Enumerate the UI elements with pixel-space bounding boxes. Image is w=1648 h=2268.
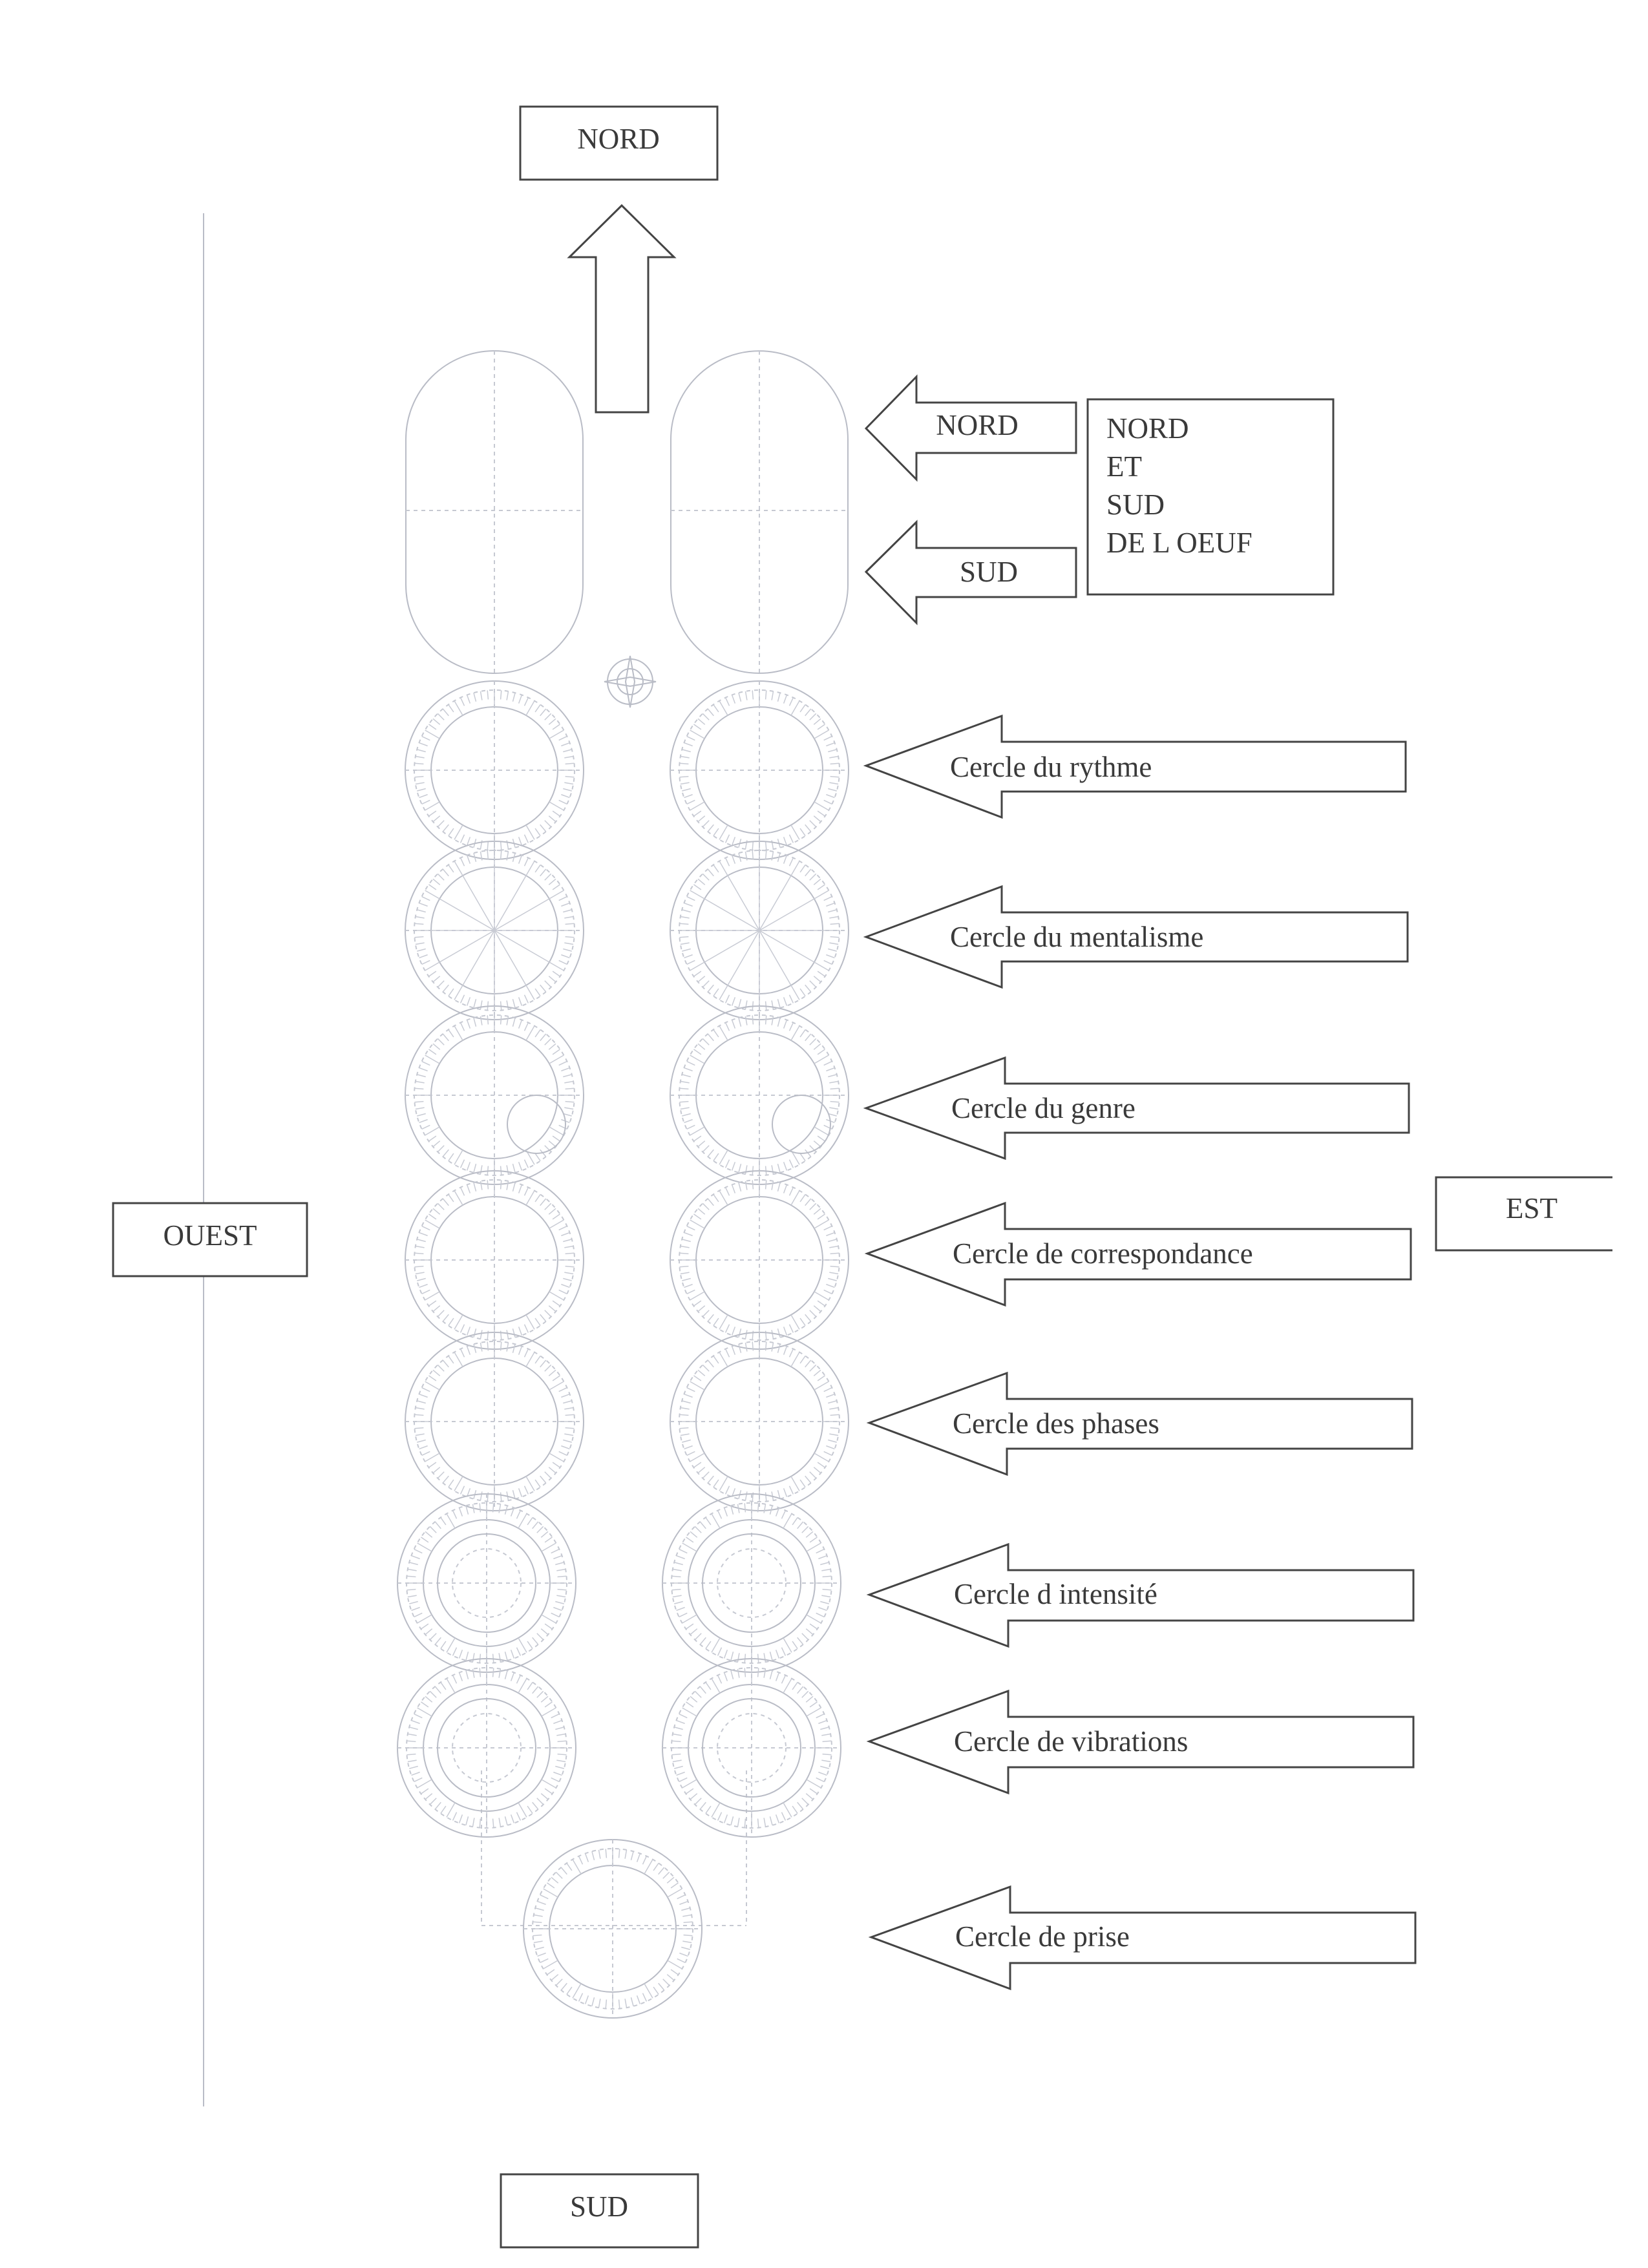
egg-legend-line-1: NORD [1106, 412, 1189, 445]
dial-circle-r7-c1 [397, 1659, 576, 1837]
circle-arrow-3 [866, 1058, 1409, 1159]
circle-label-4: Cercle de correspondance [953, 1237, 1253, 1270]
dial-circle-r3-c2 [670, 1006, 849, 1184]
egg-nord-arrow [866, 377, 1076, 479]
egg-legend-line-2: ET [1106, 450, 1142, 483]
dial-circle-prise [523, 1840, 702, 2018]
circle-label-7: Cercle de vibrations [954, 1725, 1188, 1758]
compass-sud-box [501, 2174, 698, 2247]
dial-circle-r2-c1 [405, 841, 584, 1020]
dial-circle-r5-c1 [405, 1332, 584, 1511]
circle-arrow-2 [866, 887, 1408, 987]
north-arrow-icon [569, 205, 674, 412]
circle-label-6: Cercle d intensité [954, 1578, 1157, 1610]
egg-sud-label: SUD [959, 556, 1019, 588]
circle-label-5: Cercle des phases [953, 1407, 1159, 1440]
egg-legend-line-4: DE L OEUF [1106, 527, 1252, 559]
compass-rose-icon [604, 656, 656, 708]
dial-circle-r7-c2 [662, 1659, 841, 1837]
egg-legend-line-3: SUD [1106, 488, 1165, 521]
compass-est-label: EST [1505, 1192, 1558, 1224]
compass-ouest-label: OUEST [163, 1219, 257, 1252]
dial-circle-r3-c1 [405, 1006, 584, 1184]
egg-nord-label: NORD [936, 409, 1019, 441]
compass-sud-label: SUD [569, 2190, 629, 2223]
compass-ouest-box [113, 1203, 307, 1276]
dial-circle-r4-c2 [670, 1171, 849, 1349]
faint-drawing [204, 213, 849, 2106]
dial-circle-r1-c2 [670, 681, 849, 859]
circle-label-arrows [866, 716, 1415, 1989]
circle-arrow-5 [869, 1373, 1412, 1475]
dial-circle-r6-c2 [662, 1494, 841, 1672]
circle-arrow-6 [869, 1544, 1413, 1646]
egg-legend-box [1088, 399, 1333, 594]
egg-left-shape [406, 351, 583, 673]
circle-label-1: Cercle du rythme [950, 751, 1152, 783]
compass-nord-label: NORD [577, 123, 660, 155]
dial-circles [397, 681, 849, 2018]
egg-sud-arrow [866, 522, 1076, 623]
dial-circle-r4-c1 [405, 1171, 584, 1349]
compass-nord-box [520, 107, 717, 180]
circle-arrow-7 [869, 1691, 1413, 1793]
circle-label-2: Cercle du mentalisme [950, 921, 1204, 953]
dial-circle-r1-c1 [405, 681, 584, 859]
circle-label-3: Cercle du genre [951, 1092, 1136, 1124]
circle-arrow-8 [871, 1887, 1415, 1989]
compass-est-box [1436, 1177, 1612, 1250]
dial-circle-r2-c2 [670, 841, 849, 1020]
circle-label-8: Cercle de prise [955, 1920, 1130, 1953]
circle-arrow-1 [866, 716, 1406, 817]
circle-arrow-4 [867, 1203, 1411, 1305]
egg-right-shape [671, 351, 848, 673]
dial-circle-r5-c2 [670, 1332, 849, 1511]
dial-circle-r6-c1 [397, 1494, 576, 1672]
